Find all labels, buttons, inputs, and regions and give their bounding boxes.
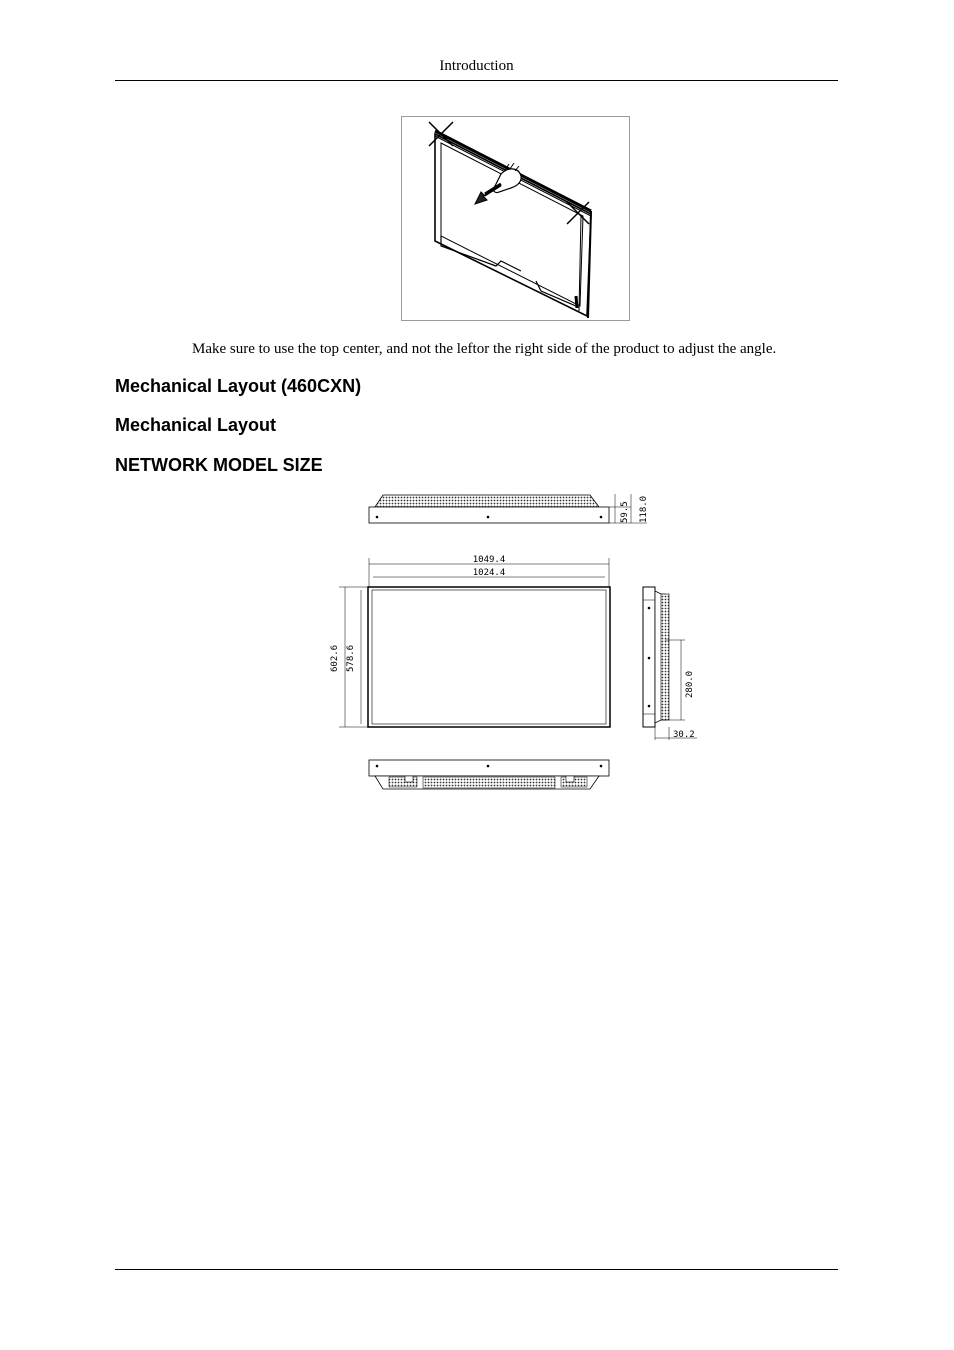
screen-height-label: 578.6 — [346, 644, 356, 672]
front-view — [330, 555, 610, 727]
side-height-label: 280.0 — [685, 670, 695, 698]
angle-adjust-illustration — [401, 116, 630, 321]
screen-width-label: 1024.4 — [472, 568, 506, 578]
header-rule — [115, 80, 838, 81]
model-size-heading: NETWORK MODEL SIZE — [115, 455, 323, 475]
overall-height-label: 602.6 — [330, 644, 340, 672]
section-heading: Mechanical Layout (460CXN) — [115, 376, 362, 396]
subsection-heading: Mechanical Layout — [115, 415, 277, 435]
overall-width-label: 1049.4 — [472, 555, 506, 565]
page-header-title: Introduction — [439, 58, 514, 74]
mechanical-layout-drawing — [325, 490, 700, 805]
depth-front-label: 59.5 — [620, 501, 630, 523]
depth-total-label: 118.0 — [639, 495, 649, 523]
bottom-view — [369, 760, 609, 789]
footer-rule — [115, 1269, 838, 1270]
side-offset-label: 30.2 — [673, 730, 695, 740]
angle-caption: Make sure to use the top center, and not the leftor the right side of the product to adjust the angle. — [192, 341, 777, 357]
top-view — [369, 494, 649, 523]
side-view — [643, 587, 697, 740]
